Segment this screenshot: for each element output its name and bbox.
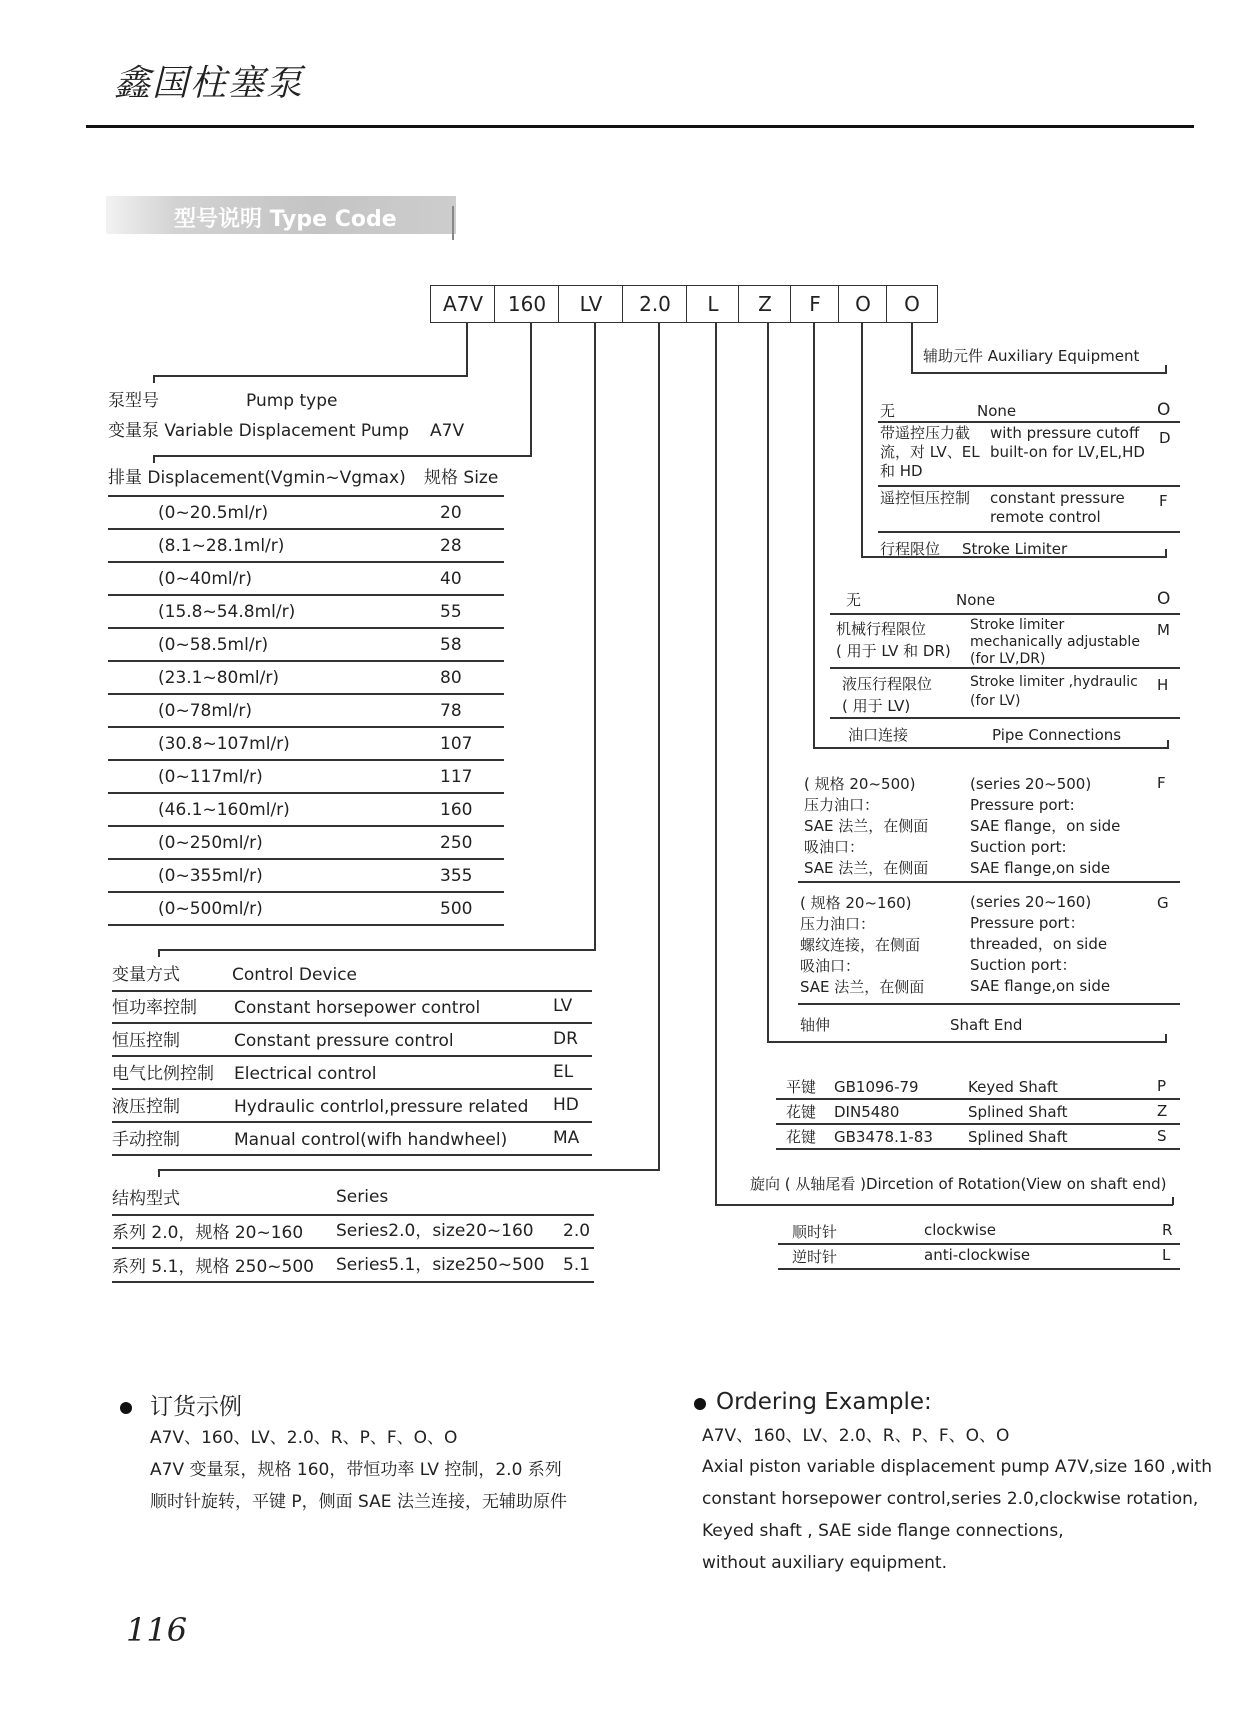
shaft-row-code: P [1157,1077,1167,1095]
pipe-f-en: (series 20~500) Pressure port: SAE flange，on side Suction port: SAE flange,on side [970,775,1121,877]
shaft-row-cn: 花键 [786,1128,817,1146]
shaft-row-code: Z [1157,1102,1168,1120]
banner-label: 型号说明 Type Code [174,207,397,232]
series-row-code: 2.0 [563,1221,591,1241]
control-row-en: Manual control(wifh handwheel) [234,1130,508,1150]
stroke-none-code: O [1157,589,1171,609]
aux-none-code: O [1157,400,1171,420]
order-en-line: Keyed shaft , SAE side flange connections, [702,1521,1064,1541]
displacement-size: 40 [440,569,462,589]
aux-next-en: Stroke Limiter [962,540,1068,558]
displacement-title: 排量 Displacement(Vgmin~Vgmax) [108,468,406,488]
aux-next-cn: 行程限位 [880,540,941,558]
control-row-code: HD [553,1095,579,1115]
connector-auxiliary [911,322,913,373]
series-title-cn: 结构型式 [112,1189,180,1209]
displacement-size: 55 [440,602,462,622]
order-cn-line: A7V 变量泵，规格 160，带恒功率 LV 控制，2.0 系列 [150,1460,562,1480]
series-row-cn: 系列 2.0，规格 20~160 [112,1223,304,1243]
displacement-range: (8.1~28.1ml/r) [158,536,285,556]
pipe-g-code: G [1157,894,1169,912]
pump-type-row-code: A7V [430,421,465,441]
stroke-none-cn: 无 [846,591,862,609]
aux-remote-cn: 遥控恒压控制 [880,489,971,507]
stroke-hyd-code: H [1157,676,1169,694]
aux-cutoff-cn: 带遥控压力截 流，对 LV、EL 和 HD [880,424,980,480]
code-box-shaft: Z [738,285,792,323]
pump-type-row-label: 变量泵 Variable Displacement Pump [108,421,409,441]
order-cn-line: A7V、160、LV、2.0、R、P、F、O、O [150,1428,458,1448]
bullet-icon [120,1402,132,1414]
shaft-row-en: Keyed Shaft [968,1078,1058,1096]
displacement-range: (0~78ml/r) [158,701,252,721]
shaft-row-std: GB1096-79 [834,1078,919,1096]
connector-series [658,322,660,1170]
displacement-range: (30.8~107ml/r) [158,734,290,754]
aux-none-en: None [977,402,1017,420]
connector-type [466,322,468,376]
connector-control [594,322,596,950]
shaft-row-std: GB3478.1-83 [834,1128,933,1146]
displacement-size: 160 [440,800,473,820]
stroke-mech-code: M [1157,621,1170,639]
shaft-row-en: Splined Shaft [968,1128,1068,1146]
displacement-size-label: 规格 Size [424,468,499,488]
shaft-row-code: S [1157,1127,1167,1145]
series-row-code: 5.1 [563,1255,591,1275]
displacement-size: 355 [440,866,473,886]
rotation-title: 旋向 ( 从轴尾看 )Dircetion of Rotation(View on shaft end) [750,1175,1167,1193]
page-number: 116 [126,1611,188,1649]
displacement-range: (0~117ml/r) [158,767,263,787]
code-box-size: 160 [494,285,560,323]
rotation-row-en: anti-clockwise [924,1246,1031,1264]
displacement-size: 28 [440,536,462,556]
control-title-en: Control Device [232,965,357,985]
banner-edge [452,206,454,240]
code-box-control: LV [558,285,624,323]
pipe-g-en: (series 20~160) Pressure port： threaded，on side Suction port： SAE flange,on side [970,893,1111,995]
order-cn-heading: 订货示例 [150,1394,242,1420]
pipe-next-cn: 轴伸 [800,1016,831,1034]
series-row-en: Series5.1，size250~500 [336,1255,545,1275]
displacement-size: 58 [440,635,462,655]
displacement-range: (0~355ml/r) [158,866,263,886]
stroke-next-en: Pipe Connections [992,726,1122,744]
stroke-hyd-en: Stroke limiter ,hydraulic (for LV) [970,674,1138,709]
displacement-range: (46.1~160ml/r) [158,800,290,820]
control-row-code: MA [553,1128,580,1148]
stroke-mech-en: Stroke limiter mechanically adjustable (for LV,DR) [970,617,1140,667]
rotation-row-code: R [1162,1221,1173,1239]
bullet-icon [694,1398,706,1410]
control-row-cn: 手动控制 [112,1130,180,1150]
rotation-row-en: clockwise [924,1221,997,1239]
code-box-rotation: L [686,285,740,323]
stroke-none-en: None [956,591,996,609]
code-box-series: 2.0 [622,285,688,323]
code-box-stroke: O [838,285,888,323]
code-box-auxiliary: O [886,285,938,323]
shaft-row-std: DIN5480 [834,1103,900,1121]
displacement-range: (0~250ml/r) [158,833,263,853]
displacement-size: 78 [440,701,462,721]
code-box-type: A7V [430,285,496,323]
control-row-en: Constant pressure control [234,1031,454,1051]
pump-type-en: Pump type [246,391,338,411]
aux-none-cn: 无 [880,402,896,420]
stroke-mech-cn: 机械行程限位 ( 用于 LV 和 DR) [836,620,951,660]
rotation-row-cn: 逆时针 [792,1248,838,1266]
aux-remote-en: constant pressure remote control [990,489,1125,526]
displacement-size: 117 [440,767,473,787]
series-row-en: Series2.0，size20~160 [336,1221,534,1241]
series-row-cn: 系列 5.1，规格 250~500 [112,1257,314,1277]
shaft-row-cn: 平键 [786,1078,817,1096]
order-cn-line: 顺时针旋转，平键 P，侧面 SAE 法兰连接，无辅助原件 [150,1492,567,1512]
control-row-cn: 恒压控制 [112,1031,180,1051]
control-row-cn: 液压控制 [112,1097,180,1117]
displacement-size: 107 [440,734,473,754]
control-row-code: EL [553,1062,574,1082]
control-title-cn: 变量方式 [112,965,180,985]
shaft-row-cn: 花键 [786,1103,817,1121]
order-en-line: without auxiliary equipment. [702,1553,948,1573]
connector-size [530,322,532,456]
connector-rotation [715,322,717,1205]
displacement-range: (15.8~54.8ml/r) [158,602,296,622]
stroke-hyd-cn: 液压行程限位 ( 用于 LV) [842,675,933,715]
rotation-row-cn: 顺时针 [792,1223,838,1241]
displacement-range: (0~40ml/r) [158,569,252,589]
order-en-line: constant horsepower control,series 2.0,clockwise rotation, [702,1489,1199,1509]
control-row-cn: 恒功率控制 [112,998,197,1018]
aux-remote-code: F [1159,492,1168,510]
page-title: 鑫国柱塞泵 [114,63,305,104]
displacement-size: 20 [440,503,462,523]
displacement-size: 500 [440,899,473,919]
aux-cutoff-code: D [1159,429,1171,447]
header-rule [86,125,1194,128]
control-row-cn: 电气比例控制 [112,1064,214,1084]
displacement-range: (0~58.5ml/r) [158,635,269,655]
displacement-range: (0~500ml/r) [158,899,263,919]
pump-type-cn: 泵型号 [108,391,159,411]
auxiliary-title: 辅助元件 Auxiliary Equipment [923,347,1140,365]
order-en-heading: Ordering Example: [716,1389,932,1415]
pipe-next-en: Shaft End [950,1016,1023,1034]
series-title-en: Series [336,1187,389,1207]
connector-shaft [767,322,769,1042]
displacement-range: (23.1~80ml/r) [158,668,279,688]
connector-pipe [813,322,815,748]
control-row-en: Electrical control [234,1064,377,1084]
pipe-g-cn: ( 规格 20~160) 压力油口： 螺纹连接，在侧面 吸油口： SAE 法兰，在侧面 [800,894,925,996]
control-row-en: Hydraulic contrlol,pressure related [234,1097,529,1117]
stroke-next-cn: 油口连接 [848,726,909,744]
pipe-f-code: F [1157,774,1166,792]
pipe-f-cn: ( 规格 20~500) 压力油口： SAE 法兰，在侧面 吸油口： SAE 法兰，在侧面 [804,775,929,877]
displacement-range: (0~20.5ml/r) [158,503,269,523]
code-box-pipe: F [790,285,840,323]
order-en-line: A7V、160、LV、2.0、R、P、F、O、O [702,1426,1010,1446]
aux-cutoff-en: with pressure cutoff built-on for LV,EL,HD [990,424,1145,461]
control-row-code: LV [553,996,573,1016]
shaft-row-en: Splined Shaft [968,1103,1068,1121]
rotation-row-code: L [1162,1246,1171,1264]
control-row-en: Constant horsepower control [234,998,481,1018]
type-code-banner [106,196,456,234]
displacement-size: 250 [440,833,473,853]
control-row-code: DR [553,1029,578,1049]
connector-stroke [861,322,863,557]
displacement-size: 80 [440,668,462,688]
order-en-line: Axial piston variable displacement pump A7V,size 160 ,with [702,1457,1213,1477]
